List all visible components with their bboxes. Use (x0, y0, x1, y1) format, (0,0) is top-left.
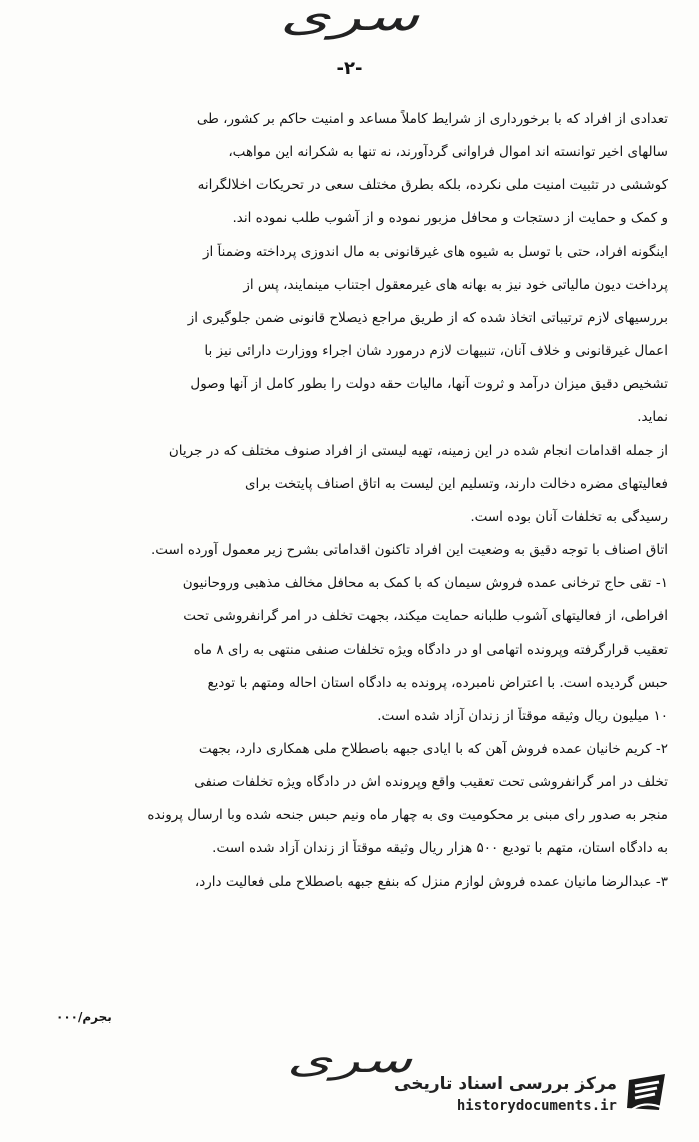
text-line: پرداخت دیون مالیاتی خود نیز به بهانه های غیرمعقول اجتناب مینمایند، پس از (243, 276, 668, 293)
text-line: حبس گردیده است. با اعتراض نامبرده، پرونده به دادگاه استان احاله ومتهم با تودیع (207, 674, 668, 691)
text-line: ۱۰ میلیون ریال وثیقه موقتاً از زندان آزاد شده است. (377, 707, 668, 724)
book-logo-icon (625, 1072, 669, 1116)
text-line: اعمال غیرقانونی و خلاف آنان، تنبیهات لازم درمورد شان اجراء ووزارت دارائی نیز با (204, 343, 668, 360)
text-line: و کمک و حمایت از دستجات و محافل مزبور نموده و از آشوب طلب نموده اند. (232, 210, 668, 227)
paragraph-list-prepared (48, 442, 668, 527)
text-line: منجر به صدور رای مبنی بر محکومیت وی به چهار ماه ونیم حبس جنحه شده وبا ارسال پرونده (147, 807, 668, 824)
list-item-2 (48, 740, 668, 859)
page-number: -۲- (336, 58, 363, 79)
classification-stamp-bottom: سری (286, 1040, 413, 1081)
document-body (48, 110, 668, 906)
text-line: کوششی در تثبیت امنیت ملی نکرده، بلکه بطرق مختلف سعی در تحریکات اخلالگرانه (197, 177, 668, 194)
paragraph-measures (48, 243, 668, 428)
text-line: اتاق اصناف با توجه دقیق به وضعیت این افراد تاکنون اقداماتی بشرح زیر معمول آورده است. (150, 542, 668, 559)
classification-stamp-top: سری (279, 0, 420, 40)
text-line: به دادگاه استان، متهم با تودیع ۵۰۰ هزار ریال وثیقه موقتاً از زندان آزاد شده است. (212, 840, 668, 857)
text-line: از جمله اقدامات انجام شده در این زمینه، تهیه لیستی از افراد صنوف مختلف که در جریان (168, 442, 668, 459)
archive-url: historydocuments.ir (456, 1098, 617, 1114)
text-line: تخلف در امر گرانفروشی تحت تعقیب واقع وپرونده اش در دادگاه ویژه تخلفات صنفی (194, 774, 668, 791)
text-line: ۱- تقی حاج ترخانی عمده فروش سیمان که با کمک به محافل مخالف مذهبی وروحانیون (182, 575, 668, 592)
text-line: تعدادی از افراد که با برخورداری از شرایط کاملاً مساعد و امنیت حاکم بر کشور، طی (196, 111, 668, 127)
list-item-1 (48, 574, 668, 726)
text-line: فعالیتهای مضره دخالت دارند، وتسلیم این لیست به اتاق اصناف پایتخت برای (244, 475, 668, 492)
signature-note: بجرم/۰۰۰ (56, 1010, 112, 1024)
text-line: رسیدگی به تخلفات آنان بوده است. (470, 508, 668, 525)
text-line: نماید. (637, 409, 668, 426)
text-line: تشخیص دقیق میزان درآمد و ثروت آنها، مالیات حقه دولت را بطور کامل از آنها وصول (190, 376, 668, 393)
text-line: بررسیهای لازم ترتیباتی اتخاذ شده که از طریق مراجع ذیصلاح قانونی ضمن جلوگیری از (187, 309, 668, 326)
text-line: سالهای اخیر توانسته اند اموال فراوانی گردآورند، نه تنها به شکرانه این مواهب، (228, 144, 668, 161)
text-line: ۲- کریم خانیان عمده فروش آهن که با ایادی جبهه باصطلاح ملی همکاری دارد، بجهت (198, 740, 668, 757)
text-line: افراطی، از فعالیتهای آشوب طلبانه حمایت میکند، بجهت تخلف در امر گرانفروشی تحت (183, 608, 668, 625)
archive-name: مرکز بررسی اسناد تاریخی (394, 1074, 617, 1094)
text-line: ۳- عبدالرضا مانیان عمده فروش لوازم منزل که بنفع جبهه باصطلاح ملی فعالیت دارد، (194, 873, 668, 890)
paragraph-guild-actions (48, 541, 668, 560)
archive-watermark (394, 1070, 669, 1130)
list-item-3 (48, 873, 668, 892)
text-line: اینگونه افراد، حتی با توسل به شیوه های غیرقانونی به مال اندوزی پرداخته وضمناً از (203, 243, 668, 260)
text-line: تعقیب قرارگرفته وپرونده اتهامی او در دادگاه ویژه تخلفات صنفی منتهی به رای ۸ ماه (193, 641, 668, 658)
paragraph-intro (48, 110, 668, 229)
